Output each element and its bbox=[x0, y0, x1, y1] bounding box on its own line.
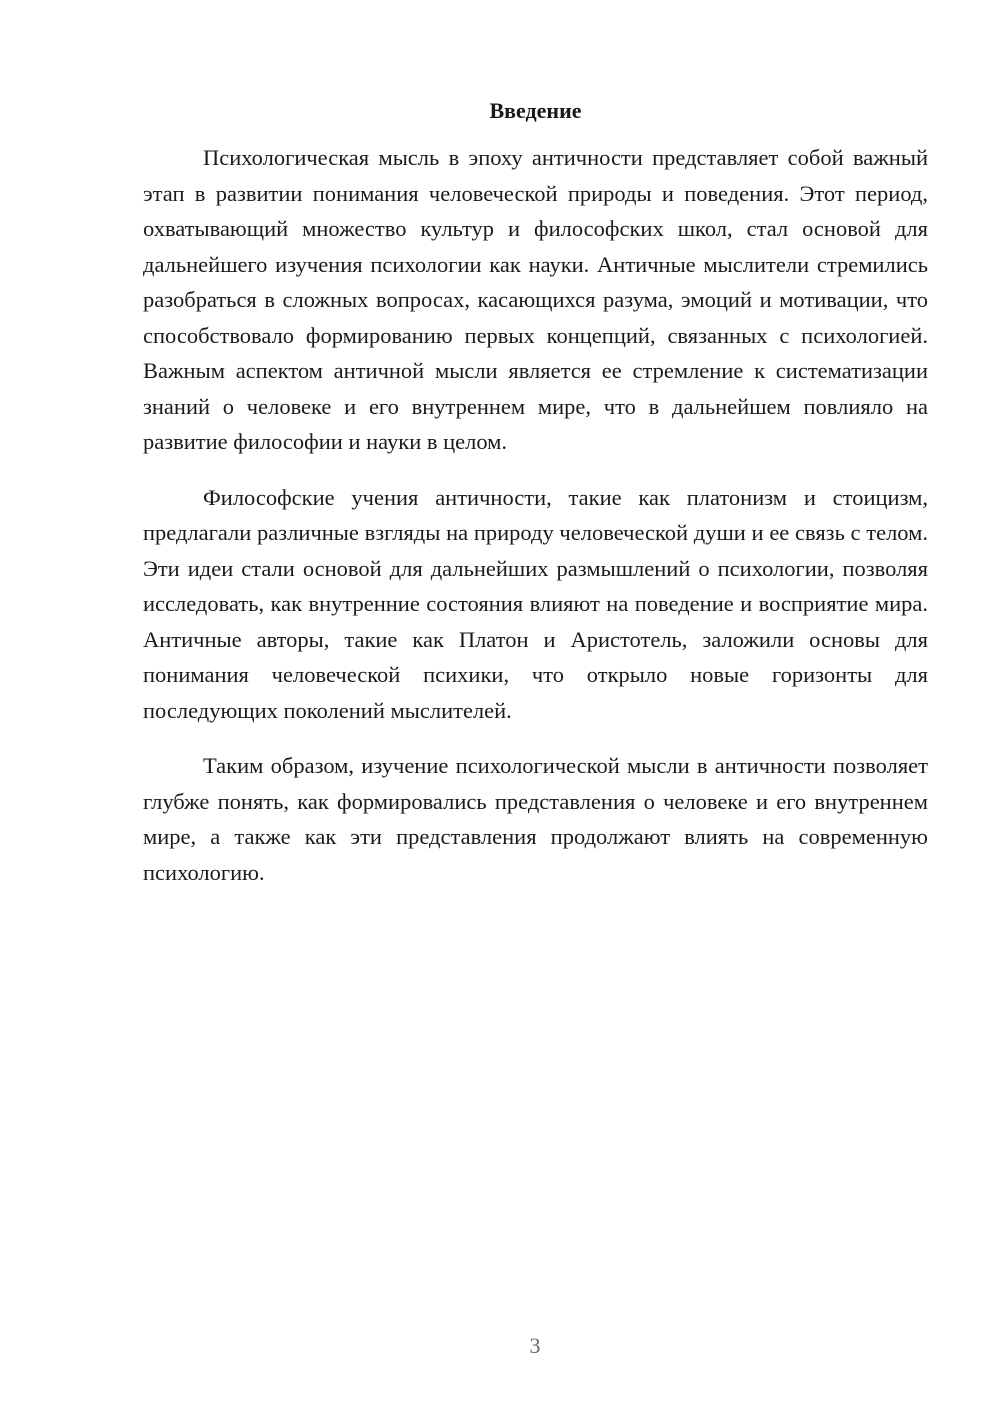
paragraph-1: Психологическая мысль в эпоху античности представляет собой важный этап в развитии понимания человеческой природы и поведения. Этот период, охватывающий множество культур и философских школ, стал основой для дальнейшего изучения психологии как науки. Античные мыслители стремились разобраться в сложных вопросах, касающихся разума, эмоций и мотивации, что способствовало формированию первых концепций, связанных с психологией. Важным аспектом античной мысли является ее стремление к систематизации знаний о человеке и его внутреннем мире, что в дальнейшем повлияло на развитие философии и науки в целом. bbox=[143, 145, 928, 454]
body-text bbox=[143, 140, 928, 910]
paragraph-3: Таким образом, изучение психологической мысли в античности позволяет глубже понять, как формировались представления о человеке и его внутреннем мире, а также как эти представления продолжают влиять на современную психологию. bbox=[143, 753, 928, 885]
section-heading: Введение bbox=[489, 98, 582, 123]
page-number: 3 bbox=[529, 1333, 541, 1358]
paragraph-2: Философские учения античности, такие как платонизм и стоицизм, предлагали различные взгляды на природу человеческой души и ее связь с телом. Эти идеи стали основой для дальнейших размышлений о психологии, позволяя исследовать, как внутренние состояния влияют на поведение и восприятие мира. Античные авторы, такие как Платон и Аристотель, заложили основы для понимания человеческой психики, что открыло новые горизонты для последующих поколений мыслителей. bbox=[143, 484, 928, 723]
